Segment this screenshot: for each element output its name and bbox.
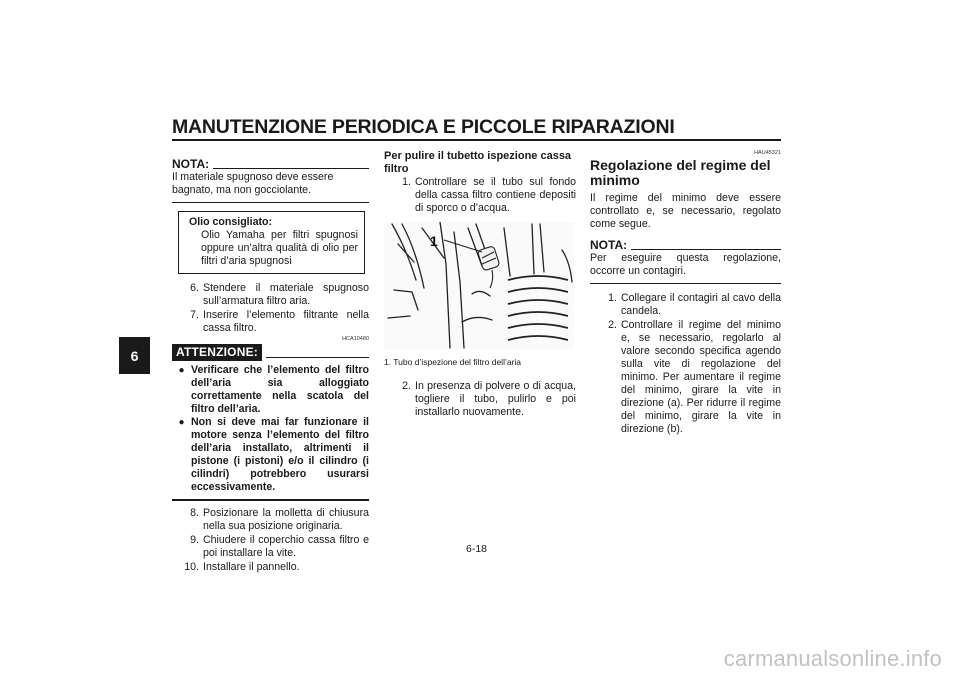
column-middle [384, 150, 576, 420]
list-item: 1. Collegare il contagiri al cavo della candela. [608, 292, 781, 317]
page-number: 6-18 [466, 543, 488, 555]
warning-end-rule [172, 499, 369, 501]
note-heading [590, 239, 781, 252]
list-item: 10. Installare il pannello. [184, 561, 300, 573]
bullet-icon: ● [178, 365, 185, 376]
steps-list-a [172, 282, 369, 335]
warning-label: ATTENZIONE: [172, 344, 262, 361]
note-heading [172, 158, 369, 171]
watermark: carmanualsonline.info [723, 646, 942, 671]
list-item: 2. Controllare il regime del minimo e, se necessario, regolarlo al valore secondo specifica agendo sulla vite di regolazione del minimo. Per aumentare il regime del minimo, girare la vite in direzione (a). Per ridurre il regime del minimo, girare la vite in direzione (b). [608, 319, 781, 435]
recommended-oil-box [178, 211, 365, 274]
list-item: 1. Controllare se il tubo sul fondo della cassa filtro contiene depositi di sporco o d’acqua. [402, 176, 576, 214]
note-label: NOTA: [172, 157, 210, 171]
note-end-rule [590, 283, 781, 284]
list-item: 8. Posizionare la molletta di chiusura nella sua posizione originaria. [190, 507, 369, 532]
warning-list [172, 364, 369, 494]
note-text: Per eseguire questa regolazione, occorre un contagiri. [590, 252, 781, 277]
warning-code: HCA10480 [342, 336, 369, 342]
subheading: Per pulire il tubetto ispezione cassa filtro [384, 150, 572, 175]
note-text: Il materiale spugnoso deve essere bagnato, ma non gocciolante. [172, 171, 334, 196]
title-rule [172, 139, 781, 141]
note-end-rule [172, 202, 369, 203]
steps-list-a [384, 176, 576, 215]
list-item: 2. In presenza di polvere o di acqua, togliere il tubo, pulirlo e poi installarlo nuovamente. [402, 380, 576, 418]
list-item: 6. Stendere il materiale spugnoso sull’armatura filtro aria. [190, 282, 369, 307]
steps-list-b [384, 380, 576, 419]
recommended-oil-title: Olio consigliato: [189, 216, 272, 228]
section-code: HAU45321 [754, 150, 781, 156]
figure-caption: 1. Tubo d’ispezione del filtro dell’aria [384, 357, 522, 367]
list-item: 9. Chiudere il coperchio cassa filtro e poi installare la vite. [190, 534, 369, 559]
list-item: 7. Inserire l’elemento filtrante nella cassa filtro. [190, 309, 369, 334]
page-title: MANUTENZIONE PERIODICA E PICCOLE RIPARAZIONI [172, 116, 675, 138]
air-filter-check-hose-figure [384, 222, 574, 349]
section-intro: Il regime del minimo deve essere controllato e, se necessario, regolato come segue. [590, 192, 781, 230]
column-left [172, 150, 369, 575]
steps-list-b [172, 507, 369, 574]
section-heading: Regolazione del regime del minimo [590, 157, 771, 188]
list-item: ● Non si deve mai far funzionare il motore senza l’elemento del filtro dell’aria installato, altrimenti il pistone (i pistoni) e/o il cilindro (i cilindri) potrebbero usurarsi eccessivamente. [172, 416, 369, 494]
note-label: NOTA: [590, 238, 628, 252]
list-item: ● Verificare che l’elemento del filtro dell’aria sia alloggiato correttamente nella scatola del filtro dell’aria. [172, 364, 369, 416]
bullet-icon: ● [178, 417, 185, 428]
figure-callout: 1 [430, 233, 438, 249]
warning-heading [172, 344, 369, 361]
recommended-oil-body: Olio Yamaha per filtri spugnosi oppure un’altra qualità di olio per filtri d’aria spugnosi [201, 229, 358, 267]
column-right [590, 150, 781, 437]
steps-list [590, 292, 781, 436]
chapter-tab: 6 [119, 337, 150, 374]
